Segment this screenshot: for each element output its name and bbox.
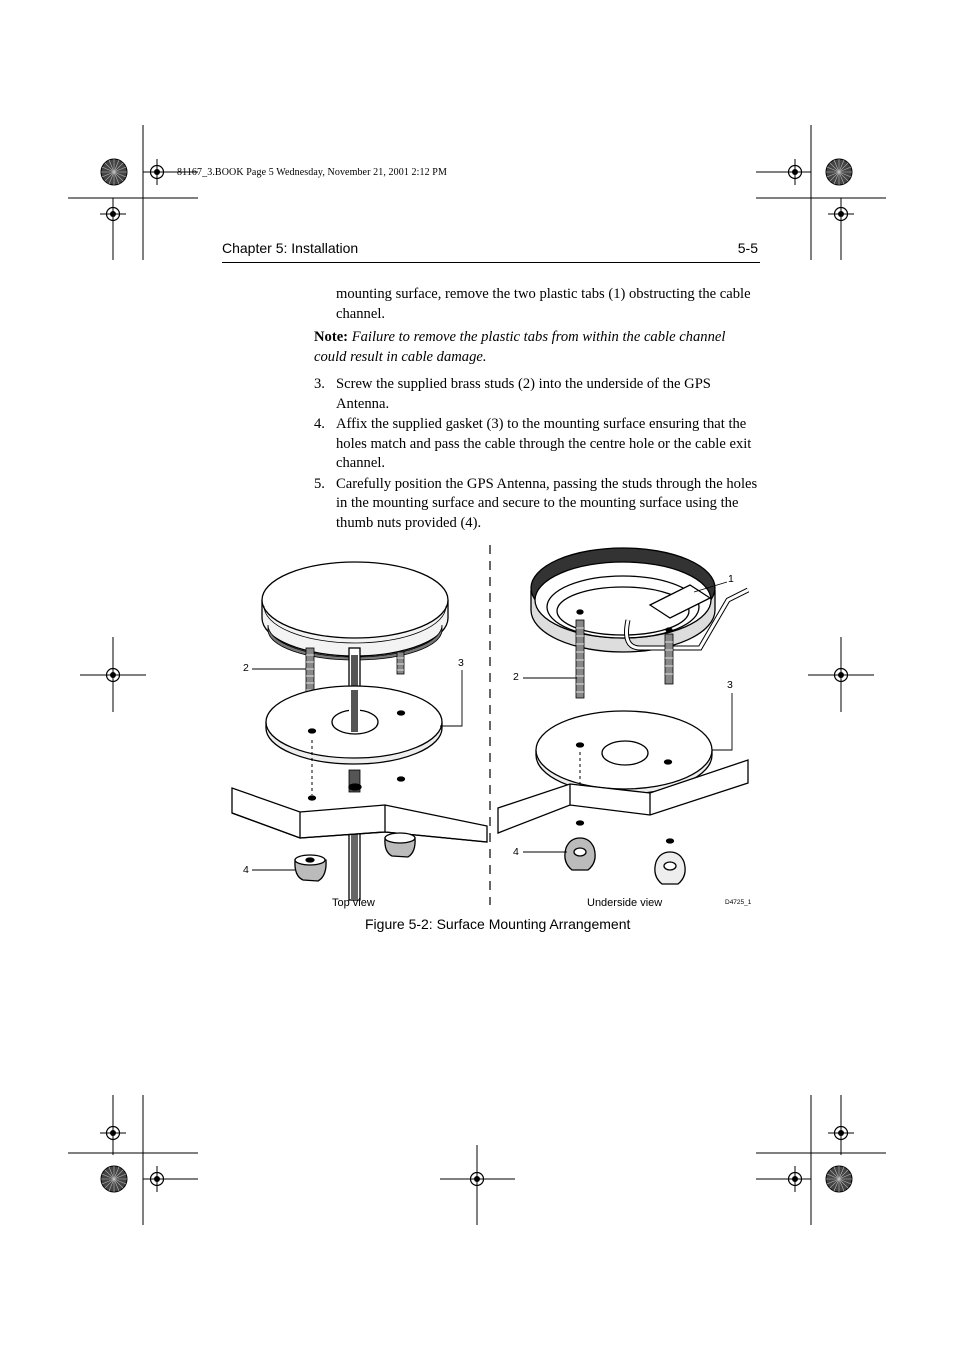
chapter-title: Chapter 5: Installation xyxy=(222,240,359,256)
step-number: 4. xyxy=(314,416,325,432)
gasket-top-view xyxy=(266,686,442,764)
callout-label-3: 3 xyxy=(458,657,464,669)
brass-stud xyxy=(397,652,404,674)
print-info-line: 81167_3.BOOK Page 5 Wednesday, November 21, 2001 2:12 PM xyxy=(177,167,447,178)
callout-label-1: 1 xyxy=(728,573,734,585)
step-text: Affix the supplied gasket (3) to the mounting surface ensuring that the holes match and pass the cable through the centre hole or the cable exit channel. xyxy=(336,416,752,471)
note-label: Note: xyxy=(314,329,349,345)
continued-paragraph: mounting surface, remove the two plastic tabs (1) obstructing the cable channel. xyxy=(336,286,751,322)
callout-label-2: 2 xyxy=(513,671,519,683)
note-text: Failure to remove the plastic tabs from within the cable channel could result in cable damage. xyxy=(314,329,726,365)
thumb-nut xyxy=(655,839,685,884)
step-number: 3. xyxy=(314,376,325,392)
brass-stud xyxy=(665,634,673,684)
brass-stud xyxy=(576,620,584,698)
step-number: 5. xyxy=(314,475,325,492)
underside-view-label: Underside view xyxy=(587,897,663,909)
thumb-nut xyxy=(565,821,595,870)
callout-label-2: 2 xyxy=(243,662,249,674)
callout-label-3: 3 xyxy=(727,679,733,691)
step-text: Screw the supplied brass studs (2) into the underside of the GPS Antenna. xyxy=(336,376,711,412)
mounting-surface-top-view xyxy=(232,777,487,842)
step-text: Carefully position the GPS Antenna, passing the studs through the holes in the mounting surface and secure to the mounting surface using the thumb nuts provided (4). xyxy=(336,475,758,531)
antenna-underside-view xyxy=(531,548,748,652)
callout-label-4: 4 xyxy=(243,864,249,876)
callout-label-4: 4 xyxy=(513,846,519,858)
thumb-nut xyxy=(385,833,415,857)
thumb-nut xyxy=(295,855,326,881)
antenna-top-view xyxy=(262,562,448,660)
figure-caption: Figure 5-2: Surface Mounting Arrangement xyxy=(365,916,631,932)
top-view-label: Top view xyxy=(332,897,375,909)
page-number: 5-5 xyxy=(737,240,758,256)
drawing-number: D4725_1 xyxy=(725,899,752,906)
